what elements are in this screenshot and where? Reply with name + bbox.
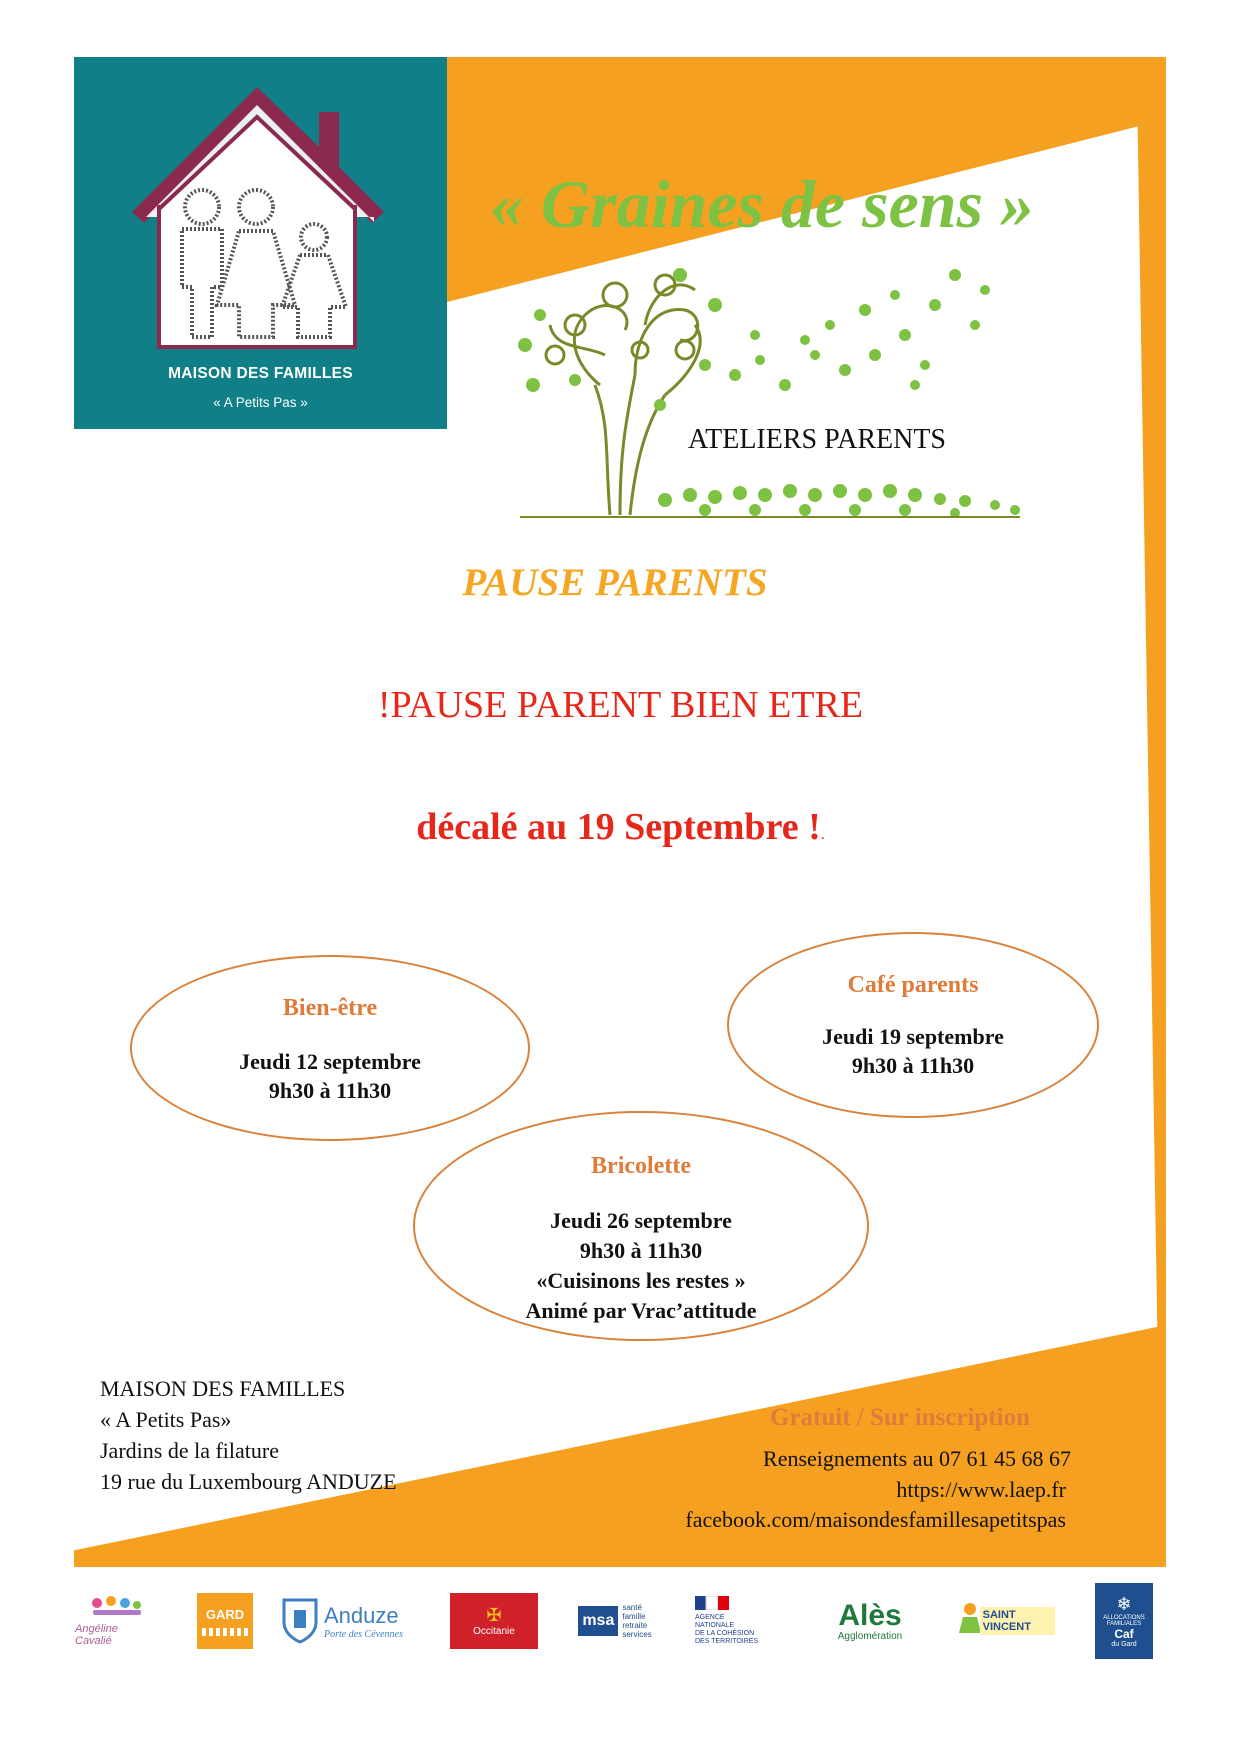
event-bricolette: [413, 1111, 869, 1341]
vincent-text: SAINT VINCENT: [980, 1607, 1055, 1635]
flag-icon: [695, 1596, 729, 1610]
address-block: [100, 1373, 397, 1497]
address-line: Jardins de la filature: [100, 1438, 279, 1463]
page-title: « Graines de sens »: [490, 166, 1035, 242]
agence-line: NATIONALE: [695, 1622, 735, 1629]
price-note: Gratuit / Sur inscription: [770, 1404, 1030, 1431]
angeline-text: Angéline Cavalié: [75, 1623, 118, 1647]
logo-name: MAISON DES FAMILLES: [168, 365, 353, 382]
saint-vincent-logo: [955, 1585, 1055, 1657]
child-figure-icon: [955, 1601, 980, 1641]
ales-text: Alès: [838, 1598, 902, 1632]
event-time: 9h30 à 11h30: [579, 1238, 703, 1263]
notice-dot: .: [820, 826, 825, 843]
agence-line: AGENCE: [695, 1614, 725, 1621]
notice-date: décalé au 19 Septembre !: [416, 806, 821, 848]
msa-logo: [570, 1585, 660, 1657]
ales-subtext: Agglomération: [837, 1630, 903, 1642]
logo-tagline: « A Petits Pas »: [213, 395, 308, 410]
caf-subtext: du Gard: [1111, 1641, 1137, 1648]
msa-line: famille: [622, 1612, 646, 1621]
subtitle: ATELIERS PARENTS: [688, 424, 947, 455]
address-line: 19 rue du Luxembourg ANDUZE: [100, 1469, 397, 1494]
phone-info: Renseignements au 07 61 45 68 67: [763, 1446, 1071, 1471]
event-bien-etre: [130, 955, 530, 1141]
gard-logo: [197, 1593, 253, 1649]
gard-pattern: [202, 1628, 248, 1636]
caf-line: ALLOCATIONS: [1103, 1615, 1145, 1621]
msa-line: retraite: [622, 1621, 648, 1630]
notice-line-1: !PAUSE PARENT BIEN ETRE: [377, 684, 864, 726]
agence-cohesion-logo: [695, 1585, 795, 1657]
people-icon: [85, 1595, 145, 1623]
agence-line: DE LA COHÉSION: [695, 1630, 755, 1637]
event-time: 9h30 à 11h30: [268, 1078, 392, 1103]
caf-line: FAMILIALES: [1106, 1621, 1142, 1627]
snowflake-icon: ❄: [1116, 1594, 1132, 1614]
facebook-link[interactable]: facebook.com/maisondesfamillesapetitspas: [685, 1507, 1066, 1532]
maison-des-familles-logo: [74, 57, 447, 429]
occitanie-text: Occitanie: [473, 1626, 515, 1637]
event-host: Animé par Vrac’attitude: [525, 1298, 757, 1323]
event-time: 9h30 à 11h30: [851, 1053, 975, 1078]
event-title: Café parents: [847, 972, 979, 998]
caf-text: Caf: [1114, 1627, 1134, 1641]
msa-text: msa: [578, 1606, 618, 1636]
agence-line: DES TERRITOIRES: [695, 1638, 759, 1645]
event-date: Jeudi 19 septembre: [822, 1024, 1004, 1049]
occitanie-cross-icon: ✠: [486, 1605, 502, 1625]
event-title: Bricolette: [591, 1153, 691, 1179]
notice-line-2: [0, 805, 1241, 849]
msa-line: services: [622, 1630, 652, 1639]
event-cafe-parents: [727, 932, 1099, 1118]
website-link[interactable]: https://www.laep.fr: [896, 1477, 1066, 1502]
event-date: Jeudi 26 septembre: [550, 1208, 732, 1233]
section-heading: PAUSE PARENTS: [462, 561, 768, 604]
ales-logo: [815, 1585, 925, 1657]
address-line: « A Petits Pas»: [100, 1407, 232, 1432]
anduze-subtext: Porte des Cévennes: [324, 1628, 403, 1640]
msa-line: santé: [622, 1603, 642, 1612]
event-theme: «Cuisinons les restes »: [536, 1268, 746, 1293]
event-date: Jeudi 12 septembre: [239, 1049, 421, 1074]
event-title: Bien-être: [282, 995, 378, 1021]
occitanie-logo: [450, 1593, 538, 1649]
address-line: MAISON DES FAMILLES: [100, 1376, 346, 1401]
anduze-text: Anduze: [324, 1602, 399, 1628]
tree-illustration: [515, 255, 1040, 530]
angeline-cavalie-logo: [75, 1585, 155, 1657]
anduze-logo: [280, 1585, 420, 1657]
caf-logo: [1095, 1583, 1153, 1659]
shield-icon: [280, 1596, 320, 1646]
gard-text: GARD: [205, 1606, 245, 1622]
